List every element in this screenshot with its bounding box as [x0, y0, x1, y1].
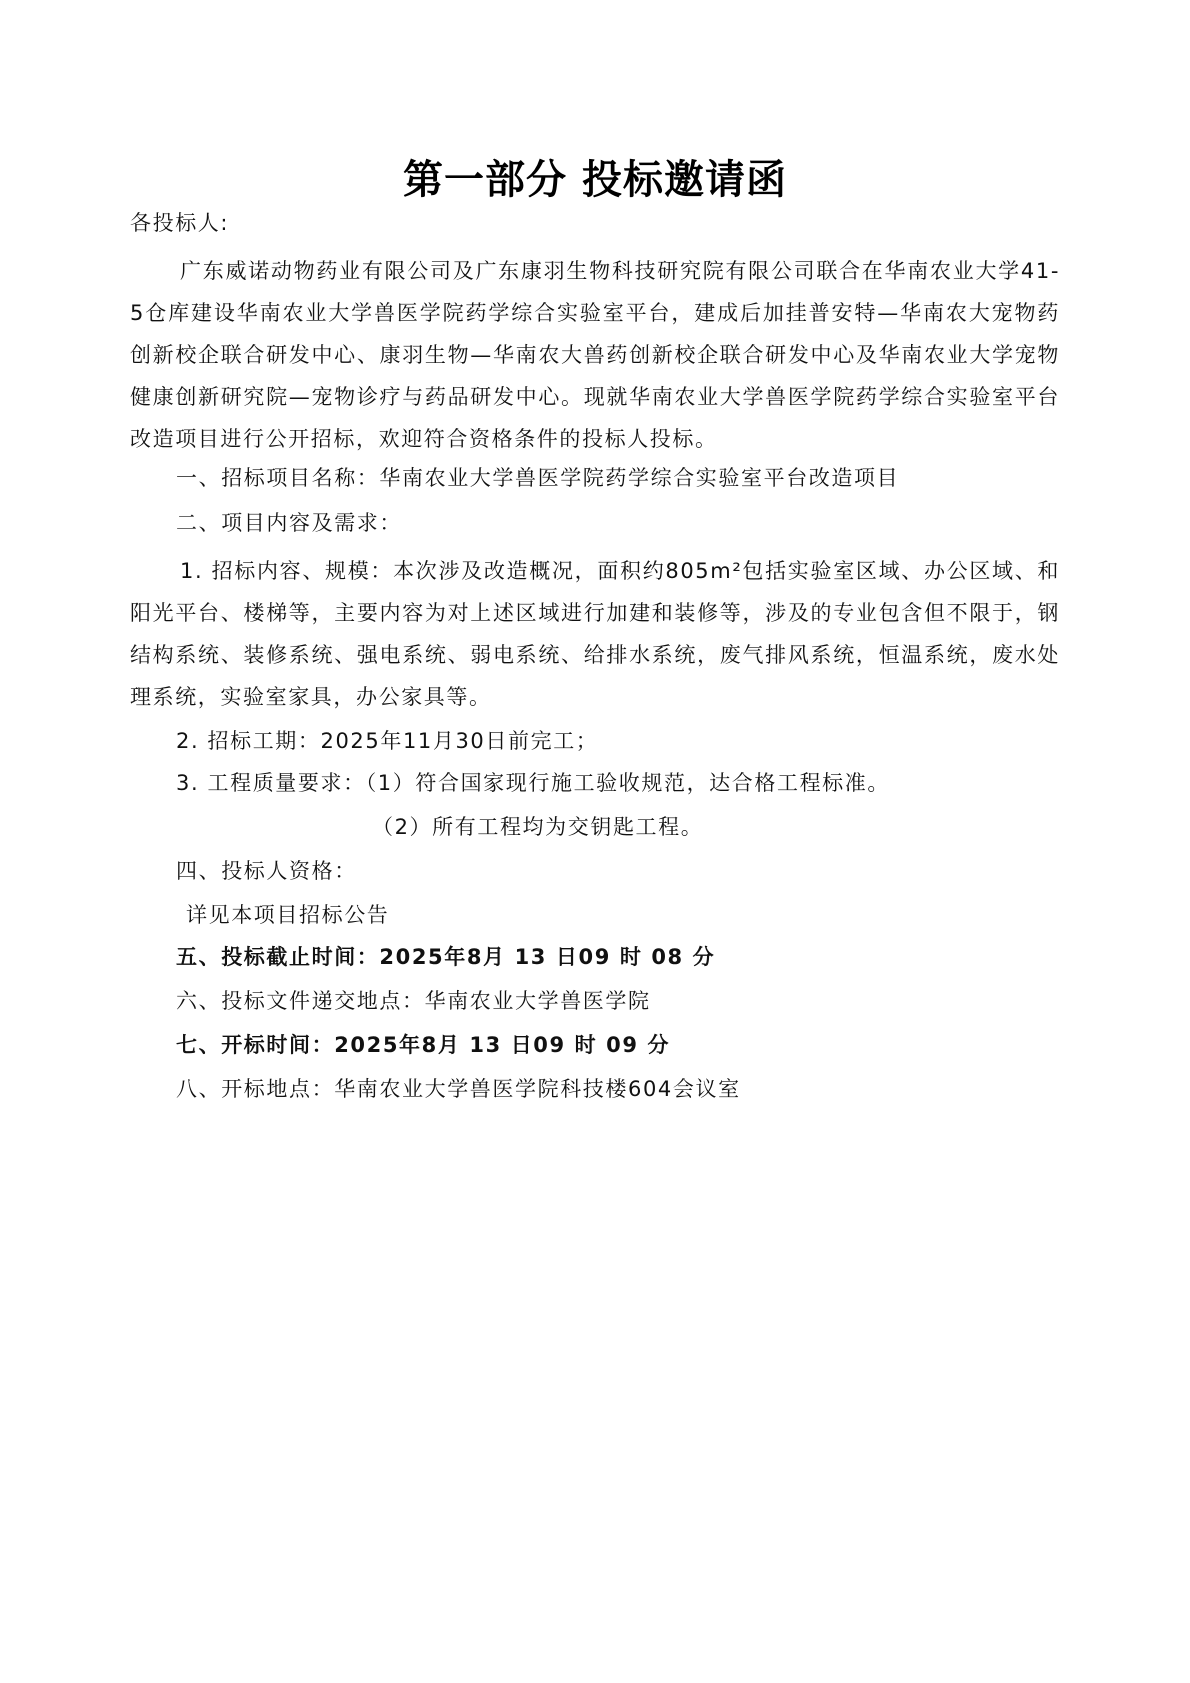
intro-text: 广东威诺动物药业有限公司及广东康羽生物科技研究院有限公司联合在华南农业大学41-5仓库建设华南农业大学兽医学院药学综合实验室平台，建成后加挂普安特—华南农大宠物药创新校企联合研发中心、康羽生物—华南农大兽药创新校企联合研发中心及华南农业大学宠物健康创新研究院—宠物诊疗与药品研发中心。现就华南农业大学兽医学院药学综合实验室平台改造项目进行公开招标，欢迎符合资格条件的投标人投标。 [130, 259, 1060, 451]
section-2-heading: 二、项目内容及需求： [176, 511, 402, 535]
item-2-duration: 2. 招标工期：2025年11月30日前完工； [176, 729, 599, 753]
item-3-quality-a: 3. 工程质量要求：（1）符合国家现行施工验收规范，达合格工程标准。 [176, 771, 890, 795]
salutation: 各投标人: [130, 211, 230, 235]
item-3-quality-b: （2）所有工程均为交钥匙工程。 [372, 815, 704, 839]
section-4-heading: 四、投标人资格： [176, 859, 357, 883]
page-title: 第一部分 投标邀请函 [403, 156, 787, 203]
section-1-project-name: 一、招标项目名称：华南农业大学兽医学院药学综合实验室平台改造项目 [176, 466, 900, 490]
section-7-opening-time: 七、开标时间：2025年8月 13 日09 时 09 分 [176, 1033, 671, 1057]
item-1-paragraph [130, 550, 1060, 718]
item-1-text: 1. 招标内容、规模：本次涉及改造概况，面积约805m²包括实验室区域、办公区域、和阳光平台、楼梯等，主要内容为对上述区域进行加建和装修等，涉及的专业包含但不限于，钢结构系统、装修系统、强电系统、弱电系统、给排水系统，废气排风系统，恒温系统，废水处理系统，实验室家具，办公家具等。 [130, 559, 1060, 709]
section-4-detail: 详见本项目招标公告 [186, 903, 390, 927]
section-8-opening-location: 八、开标地点：华南农业大学兽医学院科技楼604会议室 [176, 1077, 741, 1101]
section-6-location: 六、投标文件递交地点：华南农业大学兽医学院 [176, 989, 651, 1013]
section-5-deadline: 五、投标截止时间：2025年8月 13 日09 时 08 分 [176, 945, 716, 969]
intro-paragraph [130, 250, 1060, 460]
